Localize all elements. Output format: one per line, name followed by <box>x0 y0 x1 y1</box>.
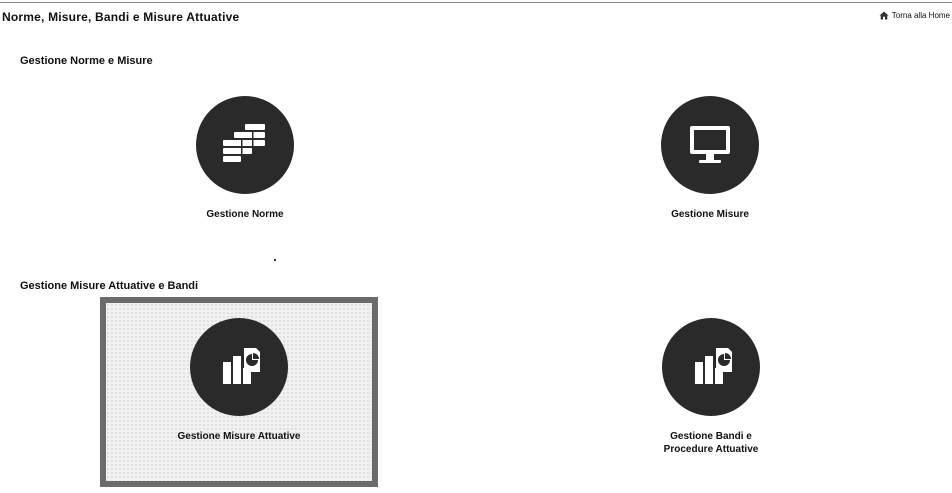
tile-circle <box>662 318 760 416</box>
tile-label: Gestione Bandi e Procedure Attuative <box>663 431 759 455</box>
report-chart-icon <box>214 342 264 392</box>
tile-label: Gestione Misure <box>671 209 749 220</box>
tile-gestione-misure[interactable] <box>565 96 855 221</box>
page-title: Norme, Misure, Bandi e Misure Attuative <box>2 10 240 24</box>
monitor-icon <box>685 121 735 169</box>
section-title-misure-attuative-bandi: Gestione Misure Attuative e Bandi <box>20 280 199 292</box>
tile-gestione-misure-attuative[interactable] <box>94 318 384 443</box>
home-link[interactable] <box>879 11 950 20</box>
tile-label: Gestione Norme <box>206 209 284 220</box>
top-divider <box>0 2 952 3</box>
home-link-label: Torna alla Home <box>891 11 950 20</box>
server-stack-icon <box>217 120 273 170</box>
tile-circle <box>196 96 294 194</box>
tile-label: Gestione Misure Attuative <box>177 431 301 442</box>
tile-circle <box>661 96 759 194</box>
tile-circle <box>190 318 288 416</box>
report-chart-icon <box>686 342 736 392</box>
home-icon <box>879 11 889 20</box>
tile-gestione-bandi-procedure[interactable] <box>566 318 856 456</box>
section-title-norme-misure: Gestione Norme e Misure <box>20 55 153 67</box>
tile-gestione-norme[interactable] <box>100 96 390 221</box>
decorative-dot <box>274 259 276 261</box>
